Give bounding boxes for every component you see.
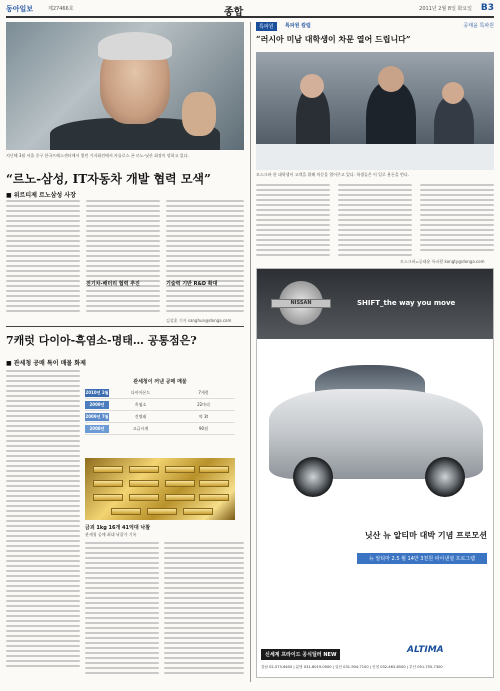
left-headline: “르노-삼성, IT자동차 개발 협력 모색”: [6, 172, 211, 186]
gold-bars-photo: [85, 458, 235, 520]
nissan-advertisement[interactable]: [256, 268, 494, 678]
left-byline: 김상훈 기자 sanghun@donga.com: [166, 318, 232, 323]
left-body-col-3: [166, 200, 244, 315]
right-body-col-2: [338, 184, 412, 260]
issue-number: 제27466호: [48, 6, 74, 12]
table-cell-year: 2010년 2월: [85, 389, 109, 395]
newspaper-logo: 동아일보: [6, 5, 34, 13]
photo-figure-hair: [98, 32, 172, 60]
executive-photo: [6, 22, 244, 150]
ad-header-band: [257, 269, 494, 339]
altima-logo: ALTIMA: [407, 645, 444, 655]
table-cell-value: 7캐럿: [198, 389, 209, 395]
bottom-left-col-2: [85, 542, 159, 680]
column-credit: 공태윤 특파원: [463, 23, 494, 29]
table-row: [85, 387, 235, 399]
right-headline: “러시아 미남 대학생이 차문 열어 드립니다”: [256, 34, 411, 44]
photo-figure-hand: [182, 92, 216, 136]
gold-caption-sub: 관세청 공매 최대 낙찰가 기록: [85, 532, 137, 537]
ad-contact-numbers: 강남 02-573-6400 | 분당 031-8019-0000 | 일산 031-904-7100 | 인천 032-463-6500 | 부산 051-750-7300: [261, 665, 443, 669]
table-cell-value: 약 3t: [198, 413, 209, 419]
russia-street-photo: [256, 52, 494, 170]
car-rear-wheel: [425, 457, 465, 497]
table-cell-value: 22마리: [197, 401, 210, 407]
table-cell-year: 2009년: [85, 401, 109, 409]
ad-headline: 닛산 뉴 알티마 대박 기념 프로모션: [364, 531, 487, 540]
table-cell-item: 고급시계: [132, 425, 149, 431]
right-body-col-3: [420, 184, 494, 260]
bottom-left-col-3: [164, 542, 244, 680]
executive-photo-caption: 지난해 3월 서울 중구 한국프레스센터에서 열린 기자회견에서 카를로스 곤 르노-닛산 회장이 말하고 있다.: [6, 153, 189, 158]
right-body-col-1: [256, 184, 330, 260]
left-section-divider: [6, 326, 244, 327]
masthead: [6, 4, 494, 18]
table-row: [85, 423, 235, 435]
left-body-col-2: [86, 200, 160, 315]
left-body-col-1: [6, 200, 80, 315]
table-row: [85, 399, 235, 411]
left-subhead: ■ 위르티제 르노삼성 사장: [6, 192, 76, 199]
table-cell-item: 다이아몬드: [130, 389, 151, 395]
ad-offer-banner: 뉴 알티마 2.5 월 14만 3천원 파이낸셜 프로그램: [357, 553, 487, 564]
left-subsection-1: 전기차-배터리 협력 추진: [86, 281, 140, 287]
auction-table-title: 관세청이 꺼낸 공매 매물: [133, 379, 187, 385]
table-cell-item: 건명태: [134, 413, 147, 419]
table-cell-year: 2008년: [85, 425, 109, 433]
table-cell-year: 2009년 7월: [85, 413, 109, 419]
table-row: [85, 411, 235, 423]
publication-date: 2011년 2월 8일 화요일: [419, 6, 472, 12]
table-cell-item: 흑염소: [134, 401, 147, 407]
bottom-left-col-1: [6, 370, 80, 680]
left-subsection-2: 기술력 기반 R&D 확대: [166, 281, 218, 287]
table-cell-value: 90점: [199, 425, 208, 431]
gold-caption-headline: 금괴 1kg 16개 41억대 낙찰: [85, 525, 151, 531]
auction-items-table: [85, 378, 235, 435]
column-divider: [250, 22, 251, 682]
column-tag-label: 특파원 칼럼: [285, 23, 311, 29]
nissan-wordmark: NISSAN: [271, 299, 331, 308]
bottom-left-headline: 7캐럿 다이아-흑염소-명태… 공통점은?: [6, 334, 197, 347]
russia-photo-caption: 모스크바 한 대학생이 고객을 위해 차문을 열어주고 있다. 학생들은 이 일로 용돈을 번다.: [256, 172, 410, 177]
bottom-left-subhead: ■ 관세청 공매 특이 매물 화제: [6, 360, 86, 367]
right-byline: 모스크바=공태윤 특파원 kongty@donga.com: [400, 259, 485, 264]
page-number: B3: [480, 3, 494, 13]
section-title: 종합: [224, 7, 244, 18]
car-front-wheel: [293, 457, 333, 497]
column-tag: 특파원: [256, 22, 277, 31]
ad-dealer-label: 신세계 프라이드 공식딜러 NEW: [261, 649, 340, 660]
ad-tagline: SHIFT_the way you move: [357, 299, 456, 307]
